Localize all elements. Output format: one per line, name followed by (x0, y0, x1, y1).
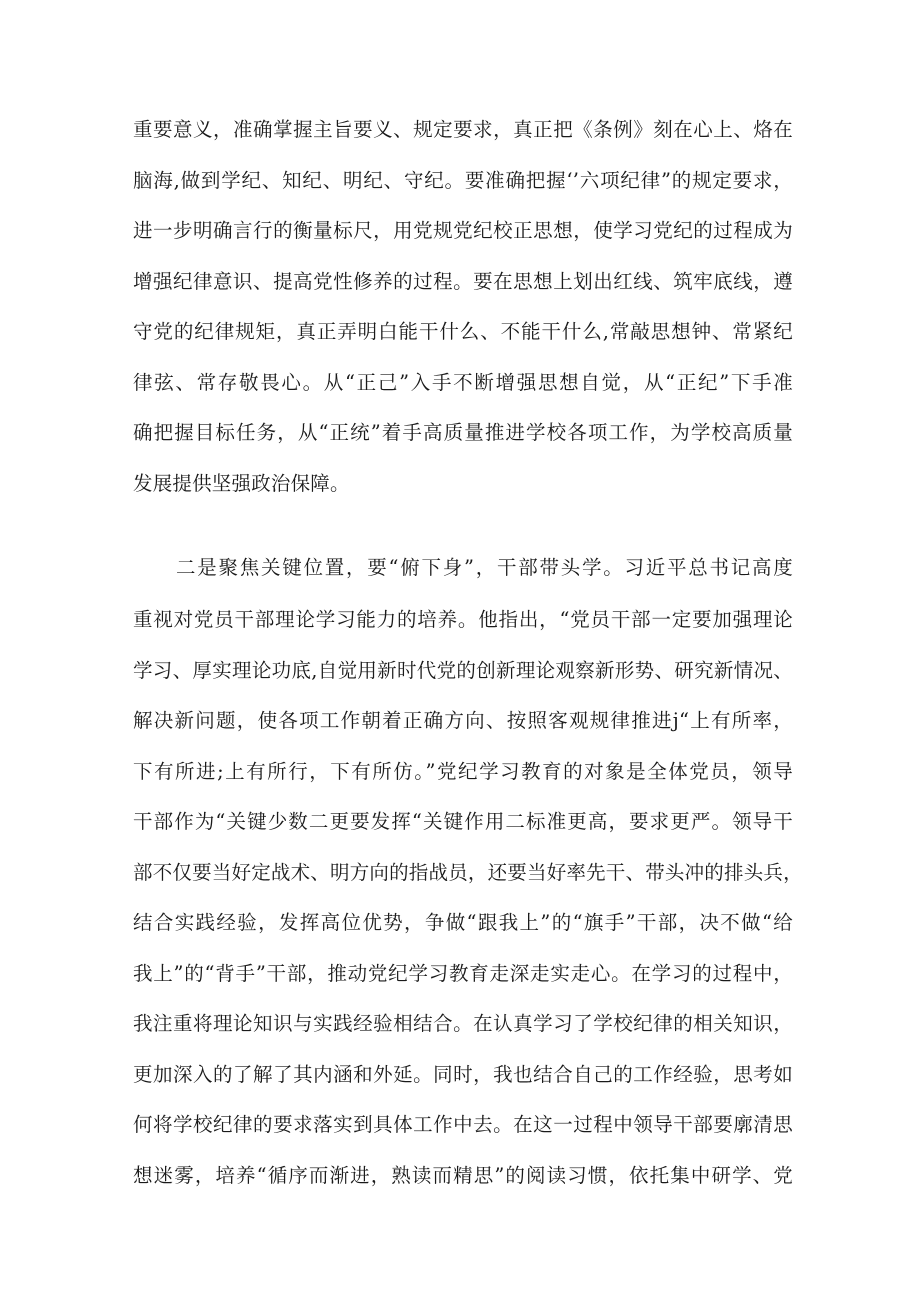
paragraph-2-line-7: 部不仅要当好定战术、明方向的指战员，还要当好率先干、带头冲的排头兵， (133, 861, 803, 884)
paragraph-2-line-3: 学习、厚实理论功底,自觉用新时代党的创新理论观察新形势、研究新情况、 (133, 659, 793, 682)
paragraph-2-line-6: 干部作为“关键少数二更要发挥“关键作用二标准更高，要求更严。领导干 (133, 810, 793, 833)
paragraph-1-line-4: 增强纪律意识、提高党性修养的过程。要在思想上划出红线、筑牢底线，遵 (133, 270, 793, 293)
paragraph-1-line-1: 重要意义，准确掌握主旨要义、规定要求，真正把《条例》刻在心上、烙在 (133, 118, 793, 141)
paragraph-1-line-5: 守党的纪律规矩，真正弄明白能干什么、不能干什么,常敲思想钟、常紧纪 (133, 320, 793, 343)
paragraph-1-line-2: 脑海,做到学纪、知纪、明纪、守纪。要准确把握‘’六项纪律”的规定要求， (133, 169, 793, 192)
paragraph-2-line-5: 下有所进;上有所行，下有所仿。”党纪学习教育的对象是全体党员，领导 (133, 760, 793, 783)
paragraph-1-line-6: 律弦、常存敬畏心。从“正己”入手不断增强思想自觉，从“正纪”下手准 (133, 371, 793, 394)
paragraph-2-line-2: 重视对党员干部理论学习能力的培养。他指出，“党员干部一定要加强理论 (133, 608, 793, 631)
paragraph-2-line-4: 解决新问题，使各项工作朝着正确方向、按照客观规律推进j“上有所率， (133, 709, 793, 732)
paragraph-1-line-3: 进一步明确言行的衡量标尺，用党规党纪校正思想，使学习党纪的过程成为 (133, 219, 793, 242)
paragraph-2-line-11: 更加深入的了解了其内涵和外延。同时，我也结合自己的工作经验，思考如 (133, 1063, 793, 1086)
paragraph-2-line-9: 我上”的“背手”干部，推动党纪学习教育走深走实走心。在学习的过程中， (133, 962, 793, 985)
paragraph-2-line-13: 想迷雾，培养“循序而渐进，熟读而精思”的阅读习惯，依托集中研学、党 (133, 1164, 793, 1187)
paragraph-2-line-10: 我注重将理论知识与实践经验相结合。在认真学习了学校纪律的相关知识， (133, 1012, 793, 1035)
paragraph-2-line-12: 何将学校纪律的要求落实到具体工作中去。在这一过程中领导干部要廓清思 (133, 1113, 793, 1136)
paragraph-2-line-1: 二是聚焦关键位置，要“俯下身”，干部带头学。习近平总书记高度 (176, 556, 793, 579)
paragraph-1-line-7: 确把握目标任务，从“正统”着手高质量推进学校各项工作，为学校高质量 (133, 421, 793, 444)
paragraph-1-line-8: 发展提供坚强政治保障。 (133, 472, 350, 495)
paragraph-2-line-8: 结合实践经验，发挥高位优势，争做“跟我上”的“旗手”干部，决不做“给 (133, 911, 793, 934)
